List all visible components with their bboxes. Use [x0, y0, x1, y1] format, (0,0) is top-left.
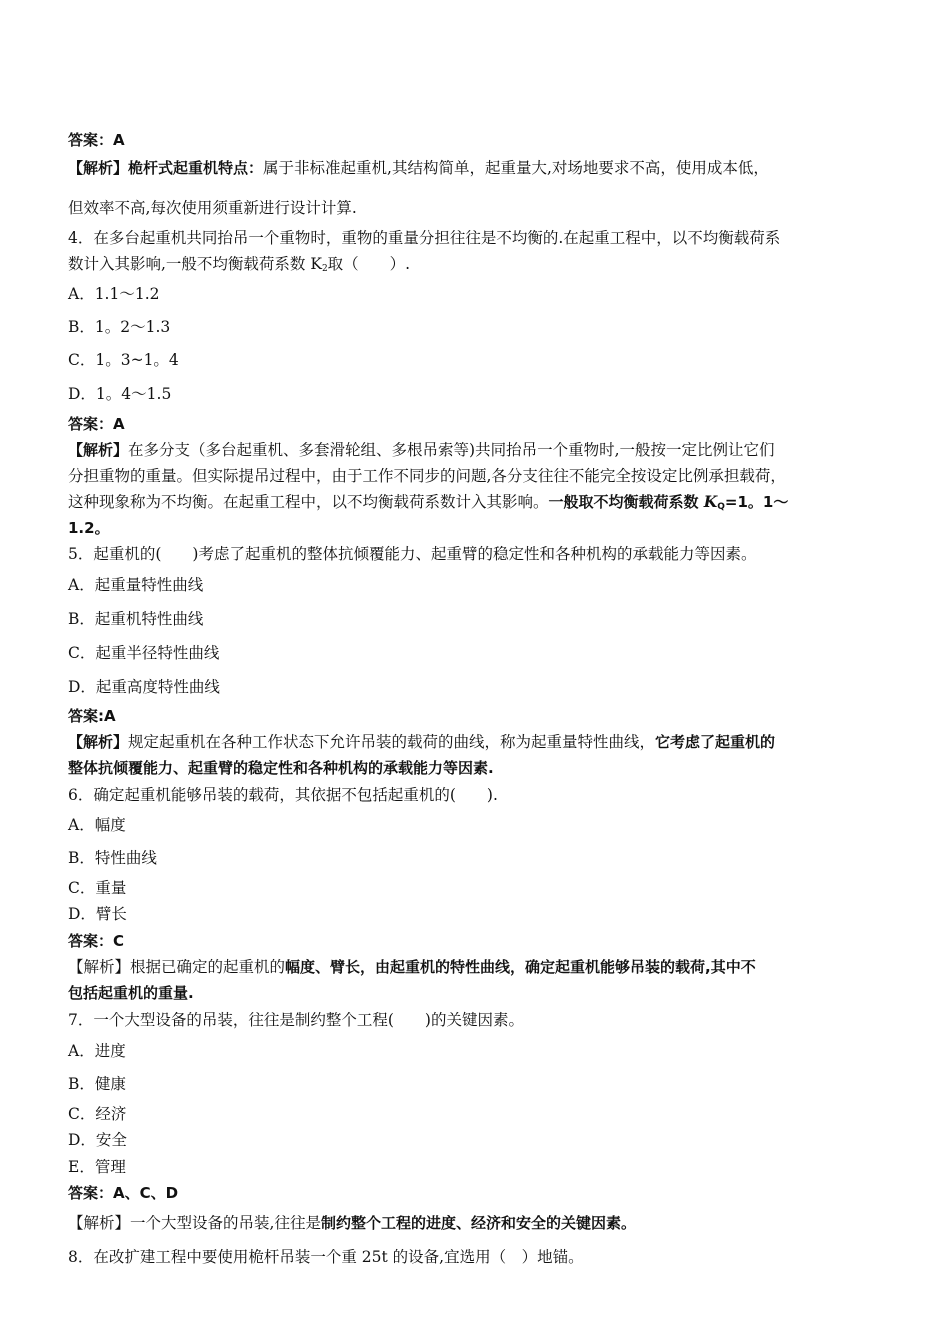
q7-option-a: A．进度: [68, 1042, 126, 1060]
q6-analysis-bold: 幅度、臂长，由起重机的特性曲线，确定起重机能够吊装的载荷,其中不: [285, 958, 756, 976]
q7-analysis-bold: 制约整个工程的进度、经济和安全的关键因素。: [320, 1214, 636, 1232]
q5-analysis-tag: 【解析】: [68, 733, 129, 751]
q4-stem-line2: [68, 254, 410, 279]
q4-option-c: C．1。3~1。4: [68, 351, 179, 369]
q4-analysis-line2: 分担重物的重量。但实际提吊过程中，由于工作不同步的问题,各分支往往不能完全按设定比例承担载荷，: [68, 467, 786, 485]
q4-analysis-bold: 一般取不均衡载荷系数: [548, 493, 704, 511]
q5-option-a: A．起重量特性曲线: [68, 576, 204, 594]
q5-analysis-bold: 它考虑了起重机的: [655, 733, 776, 751]
q4-analysis-line1: [68, 440, 775, 460]
q3-analysis-tag: 【解析】: [68, 159, 129, 177]
q5-analysis-line1: [68, 732, 775, 752]
q3-answer: 答案：A: [68, 131, 125, 149]
q7-option-b: B．健康: [68, 1075, 126, 1093]
q4-analysis-text3: 这种现象称为不均衡。在起重工程中，以不均衡载荷系数计入其影响。: [68, 493, 549, 511]
q6-analysis-line2: 包括起重机的重量.: [68, 984, 194, 1002]
q5-option-c: C．起重半径特性曲线: [68, 644, 220, 662]
q6-option-a: A．幅度: [68, 816, 126, 834]
q7-answer: 答案：A、C、D: [68, 1184, 179, 1202]
q4-analysis-line4: 1.2。: [68, 519, 110, 537]
q3-analysis-text: 属于非标准起重机,其结构简单，起重量大,对场地要求不高，使用成本低，: [263, 159, 769, 177]
q4-option-d: D．1。4～1.5: [68, 385, 172, 403]
q7-analysis-line1: [68, 1213, 636, 1233]
q4-analysis-value: =1。1～: [724, 493, 789, 511]
q7-analysis-tag: 【解析】: [68, 1214, 131, 1232]
q6-analysis-line1: [68, 957, 756, 977]
q4-option-a: A．1.1～1.2: [68, 285, 160, 303]
q7-stem: 7．一个大型设备的吊装，往往是制约整个工程( )的关键因素。: [68, 1011, 524, 1029]
q4-stem-tail: 取（ ）.: [327, 255, 411, 273]
q5-answer: 答案:A: [68, 707, 116, 725]
q4-analysis-line3: [68, 492, 788, 517]
q6-answer: 答案：C: [68, 932, 125, 950]
q8-stem: 8．在改扩建工程中要使用桅杆吊装一个重 25t 的设备,宜选用（ ）地锚。: [68, 1248, 584, 1266]
q7-analysis-text: 一个大型设备的吊装,往往是: [130, 1214, 321, 1232]
q6-analysis-tag: 【解析】: [68, 958, 131, 976]
q4-analysis-k-sub: Q: [717, 502, 725, 512]
q5-option-d: D．起重高度特性曲线: [68, 678, 220, 696]
q3-analysis-bold: 桅杆式起重机特点：: [128, 159, 264, 177]
q4-analysis-k: K: [703, 492, 718, 511]
q3-analysis-line1: [68, 158, 769, 178]
q4-analysis-tag: 【解析】: [68, 441, 129, 459]
q6-stem: 6．确定起重机能够吊装的载荷，其依据不包括起重机的( ).: [68, 786, 498, 804]
q7-option-d: D．安全: [68, 1131, 127, 1149]
q7-option-e: E．管理: [68, 1158, 126, 1176]
q6-option-d: D．臂长: [68, 905, 127, 923]
q6-option-c: C．重量: [68, 879, 127, 897]
q5-analysis-line2: 整体抗倾覆能力、起重臂的稳定性和各种机构的承载能力等因素.: [68, 759, 494, 777]
q5-stem: 5．起重机的( )考虑了起重机的整体抗倾覆能力、起重臂的稳定性和各种机构的承载能力等因素。: [68, 545, 757, 563]
q6-option-b: B．特性曲线: [68, 849, 157, 867]
q5-option-b: B．起重机特性曲线: [68, 610, 204, 628]
q4-stem-line1: 4．在多台起重机共同抬吊一个重物时，重物的重量分担往往是不均衡的.在起重工程中，以不均衡载荷系: [68, 229, 781, 247]
q4-stem-subscript: 2: [321, 264, 328, 274]
q5-analysis-text: 规定起重机在各种工作状态下允许吊装的载荷的曲线，称为起重量特性曲线，: [128, 733, 656, 751]
q6-analysis-text: 根据已确定的起重机的: [130, 958, 286, 976]
q7-option-c: C．经济: [68, 1105, 127, 1123]
q3-analysis-line2: 但效率不高,每次使用须重新进行设计计算.: [68, 199, 357, 217]
q4-stem-text: 数计入其影响,一般不均衡载荷系数 K: [68, 255, 322, 273]
q4-analysis-text: 在多分支（多台起重机、多套滑轮组、多根吊索等)共同抬吊一个重物时,一般按一定比例让它们: [128, 441, 775, 459]
q4-option-b: B．1。2～1.3: [68, 318, 171, 336]
q4-answer: 答案：A: [68, 415, 125, 433]
